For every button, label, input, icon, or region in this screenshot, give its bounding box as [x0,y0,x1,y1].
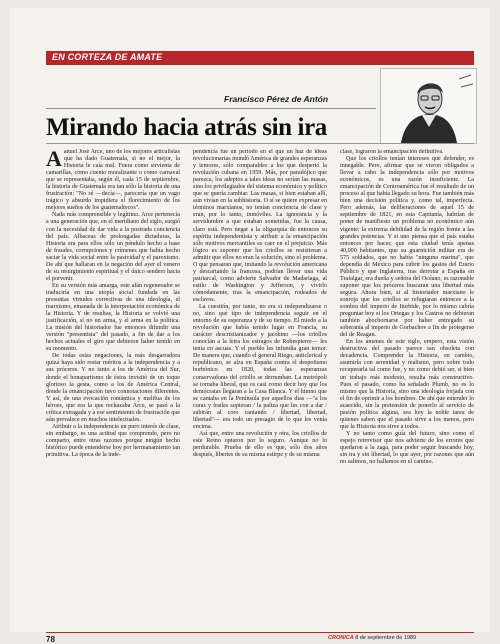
paragraph: Que los criollos tenían intereses que defender, es innegable. Pero, afirmar que se vieron obligados a llevar a cabo la independencia sólo por motivos económicos, es una razón insuficiente. La emancipación de Centroamérica fue el resultado de un proceso al que había llegado su hora. Fue también más bien una decisión política y, como tal, imperfecta. Pero además, las deliberaciones de aquel 15 de septiembre de 1821, en esta Capitanía, habrían de poner de manifiesto un problema no económico aún vigente: la extrema debilidad de la región frente a las grandes potencias. Y si uno piensa que el país estaba entonces por hacer, que esta ciudad tenía apenas 40,000 habitantes, que su guarnición militar era de 575 soldados, que no había "ninguna marina", que dependía de México para cubrir los gastos del Erario Público y que Inglaterra, tras derrotar a España en Trafalgar, era dueña y señora del Océano, es razonable suponer que los próceres buscaran una libertad más segura. Ahora bien, si al historiador marxiano le sonroja que los criollos se refugiaran entonces a la sombra del imperio de Iturbide, por lo mismo cabría preguntar hoy si los Ortegas y los Castros no debieran también abochornarse por haber entregado su soberanía al imperio de Gorbachov a fin de protegerse del de Reagan. [340,156,474,339]
paragraph: Nada más comprensible y legítimo. Arce pertenecía a una generación que, en el meridiano del siglo, surgió con la necesidad de dar vida a la postrada conciencia del país. Albaceas de prolongadas dictaduras, la Historia era para ellos sólo un péndulo hecho a base de fraudes, corrupciones y crímenes que había hecho saciar la vida social entre la pasividad y el paroxismo. De ahí que hallaran en la negación del ayer el venero de su resurgimiento espiritual y el único sendero hacia el porvenir. [46,212,180,282]
publication-name: CRONICA [328,635,354,641]
divider [46,143,474,144]
paragraph: La cuestión, por tanto, no era si independizarse o no, sino qué tipo de independencia seguir en el entorno de su esperanza y de su tiempo. El miedo a la revolución que había tenido lugar en Francia, su carácter descristianizador y jacobino —los criollos conocían a la letra los estragos de Robespierre— les tenía en ascuas. Y el pueblo les infundía gran temor. De manera que, cuando el general Riego, anticlerical y republicano, se alza en España contra el despotismo borbónico en 1820, todas las esperanzas conservadoras del criollo se derrumban. La metrópoli se tornaba liberal, que es casi como decir hoy que los demócratas llegaran a la Casa Blanca. Y el himno que se cantaba en la Península por aquellos días —"a los curas y frailes supieran / la paliza que les con a dar / subirán al coro cantando / libertad, libertad, libertad"— era todo un presagio de lo que les venía encima. [193,304,327,430]
paragraph: Y no tanto como guía del futuro, sino como el espejo retrovisor que nos advierte de los errores que quedaron a la zaga, para poder seguir buscando hoy, sin ira y sin libertad, lo que ayer, por razones que aún no salimos, no hallamos en el camino. [340,430,474,466]
paragraph: anuel José Arce, uno de los mejores articulistas que ha dado Guatemala, si no el mejor, la Historia le caía mal. Fuera como sirvienta de camarillas, como cuento moralizante o como carnaval que se representaba, según él, cada 15 de septiembre, la historia de Guatemala era tan sólo la historia de una frustración: "No sé —decía—, parecería que un vago trágico y absurdo impidiera el florecimiento de los mejores sueños de los guatemaltecos". [46,149,180,212]
paragraph: Atribuir a la independencia un puro interés de clase, sin embargo, es una actitud que comprendo, pero no comparto, entre otras razones porque ningún hecho histórico puede entenderse hoy por hermanamiento tan primitiva. La época de la inde- [46,423,180,459]
paragraph: clase, lograron la emancipación definitiva. [340,149,444,155]
article-column-1 [46,149,180,621]
paragraph: En los amenes de este siglo, empero, esta visión destructiva del pasado parece tan obsoleta con decadencia. Comprender la Historia, en cambio, asumirla con serenidad y realismo, pero sobre todo recuperarla tal como fue, y no como debió ser, si bien un trabajo más modesto, resulta más constructivo. Pues el pasado, como ha señalado Plumb, no es lo mismo que la Historia, sino una ideología forjada con el fin de oprimir a los hombres. De ahí que entender lo acaecido, sin la pretensión de ponerlo al servicio de pasión política alguna, sea hoy la noble tarea de quienes saben que el pasado sirve a los menos, pero que la Historia nos sirve a todos. [340,339,474,430]
article-headline: Mirando hacia atrás sin ira [46,114,327,141]
author-byline: Francisco Pérez de Antón [224,94,329,104]
paragraph: Así que, entre una revolución y otra, los criollos de este Reino optaron por lo seguro. Aunque no lo perdurable. Prueba de ello es que, sólo dos años después, libertes de su misma estirpe y de su misma [193,430,327,459]
section-banner-text: EN CORTEZA DE AMATE [52,52,163,62]
article-column-3 [340,149,474,621]
magazine-page [10,8,490,644]
publication-line [328,635,416,641]
section-banner [46,51,474,65]
paragraph: De todas estas negaciones, la más desgarradora quizá haya sido restar méritos a la independencia y a sus próceres. Y no tanto a los de América del Sur, donde el bonapartismo de éstos invistió de un toque glorioso la gesta, como a los de América Central, donde la emancipación tuvo connotaciones diferentes. Y así, de una evocación romántica y melifua de los héroes, que era la que rechazaba Arce, se pasó a la crítica extragada y a ese sentimiento de frustración que aún prevalece en muchos intelectuales. [46,353,180,423]
article-column-2 [193,149,327,621]
author-photo [380,68,477,144]
author-portrait-image [381,69,476,143]
publication-date: 8 de septiembre de 1989 [355,635,417,641]
paragraph: En su versión más amarga, este afán regenerador se traduciría en una utopía social fundada en las presuntas virtudes correctivas de una ideología, el marxismo, emanada de la interpretación económica de la Historia. Y de resultas, la Historia se volvió una justificación, sí no un arma, y el arma en la política. La misión del historiador fue entonces difundir una versión "presentista" del pasado, a fin de dar a los hechos actuales el giro que debieron haber tenido en su momento. [46,282,180,353]
drop-cap: A [46,149,62,171]
paragraph: pendencia fue un período en el que un haz de ideas revolucionarias inundó América de grandes esperanzas y temores, sólo comparables a los que despertó la revolución cubana en 1959. Más, por paradójico que parezca, los adeptos a tales ideas no serían las masas, sino los privilegiados del sistema económico y político que se quería cambiar. Las masas, si bien estaban allí, aún vivían en la subhistoria. O sí se quiere expresar en términos marxianos, no tenían conciencia de clase y eran, por lo tanto, inmóviles. La ignorancia y la servidumbre a que estaban sometidas, fue la causa, claro está. Pero negar a la oligarquía de entonces su espíritu independentista y atribuir a la emancipación sólo motivos mercantiles es caer en el prejuicio. Más lógico es suponer que los criollos se resistieran a admitir que ellos no eran la solución, sino el problema. O que pensaran que, imitando la revolución americana y descartando la francesa, podrían llevar una vida patriarcal, como advierte Salvador de Madariaga, al estilo de Washington y Jefferson, y vivirlo cómodamente, tras la emancipación, rodeados de esclavos. [193,149,327,303]
divider [46,108,376,109]
footer-divider [46,632,474,633]
page-number: 78 [46,635,55,644]
